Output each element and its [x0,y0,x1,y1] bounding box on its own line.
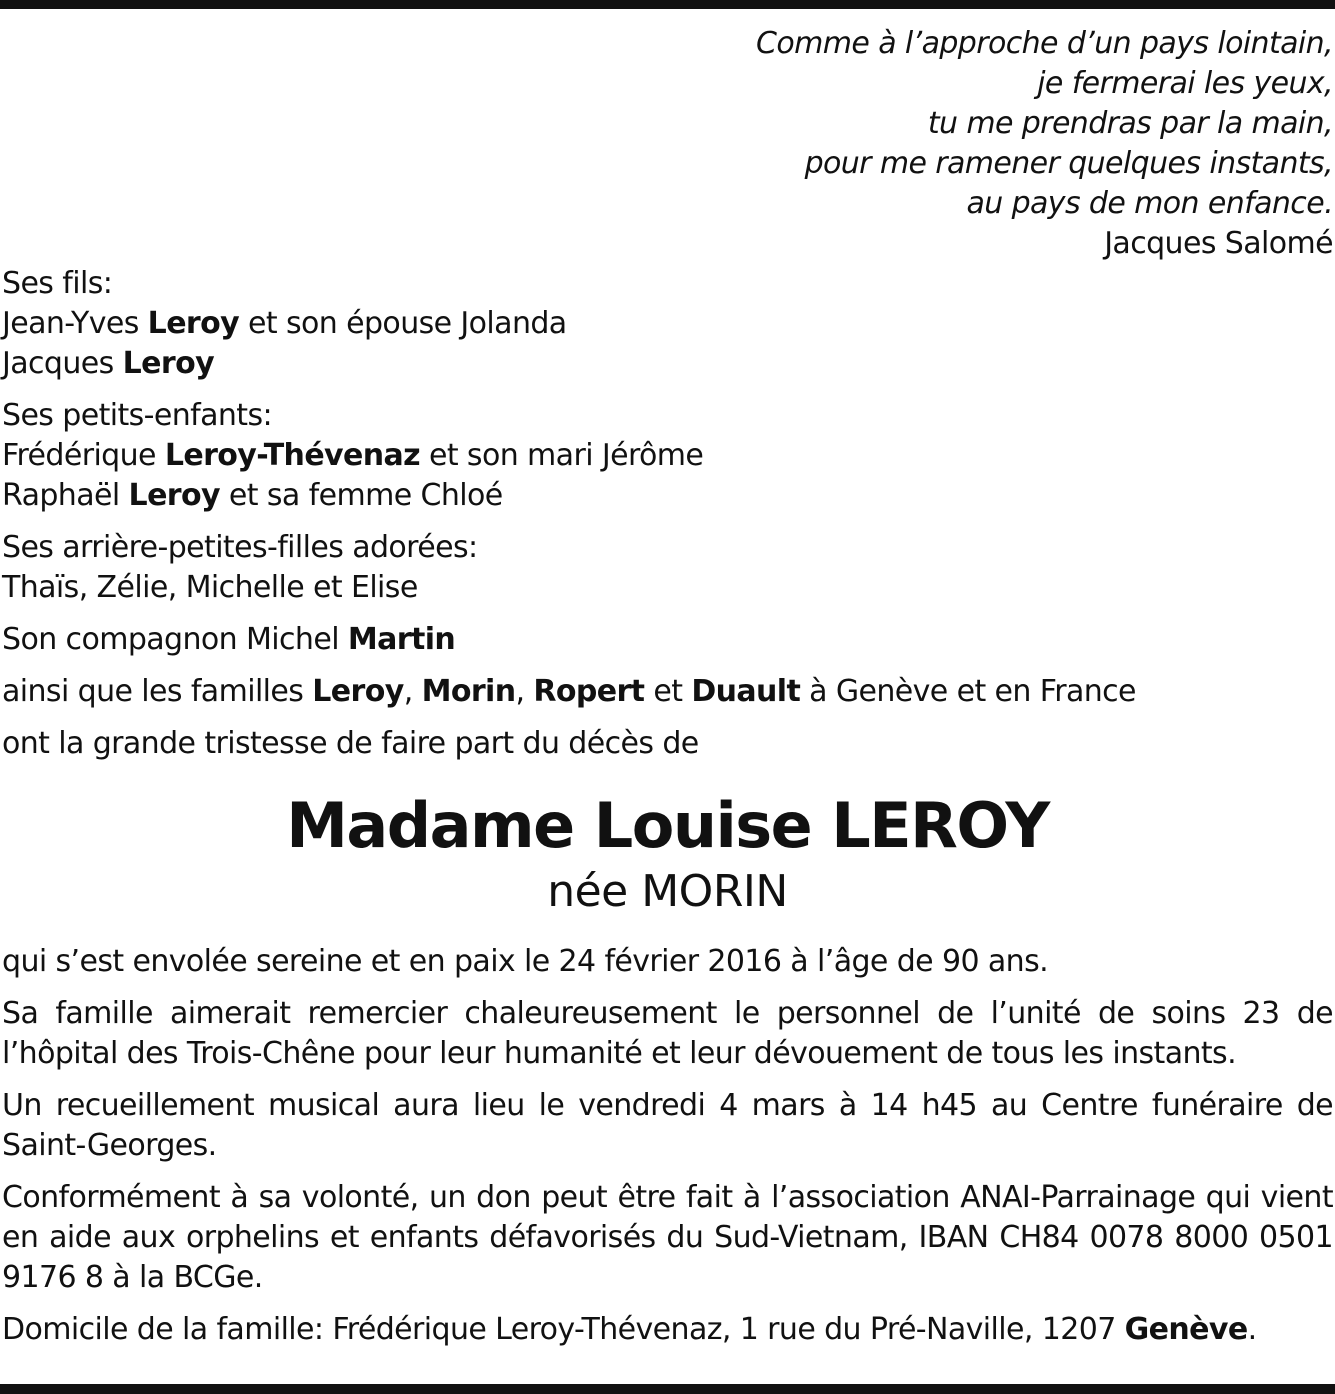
families-separator: et [644,674,692,709]
grandchild-spouse: et sa femme Chloé [219,478,503,513]
companion-line [2,620,1333,660]
paragraph-thanks: Sa famille aimerait remercier chaleureusement le personnel de l’unité de soins 23 de l’hôpital des Trois-Chêne pour leur humanité et leur dévouement de tous les instants. [2,996,1333,1071]
family-name: Morin [421,674,516,709]
grandchild-first-name: Frédérique [2,438,165,473]
grandchild-entry [2,436,1333,476]
great-grandchildren-heading: Ses arrière-petites-filles adorées: [2,530,478,565]
grandchildren-heading: Ses petits-enfants: [2,398,273,433]
families-prefix: ainsi que les familles [2,674,313,709]
paragraph-ceremony: Un recueillement musical aura lieu le vendredi 4 mars à 14 h45 au Centre funéraire de Saint-Georges. [2,1088,1333,1163]
paragraph-address [2,1310,1333,1350]
deceased-maiden-name: née MORIN [547,866,788,917]
grandchildren-group [2,396,1333,516]
paragraph-passing: qui s’est envolée sereine et en paix le 24 février 2016 à l’âge de 90 ans. [2,944,1049,979]
family-name: Ropert [533,674,645,709]
poem-line: Comme à l’approche d’un pays lointain, [756,26,1333,61]
grandchild-last-name: Leroy-Thévenaz [164,438,421,473]
bottom-rule [0,1384,1335,1394]
sons-group [2,264,1333,384]
families-line [2,672,1333,712]
poem-line: pour me ramener quelques instants, [804,146,1333,181]
son-spouse: et son épouse Jolanda [239,306,567,341]
notice-content [2,24,1333,1350]
deceased-name: Madame Louise LEROY [286,789,1049,862]
announcement-line: ont la grande tristesse de faire part du décès de [2,726,699,761]
address-city: Genève [1124,1312,1248,1347]
paragraph-donation: Conformément à sa volonté, un don peut être fait à l’association ANAI-Parrainage qui vient en aide aux orphelins et enfants défavorisés du Sud-Vietnam, IBAN CH84 0078 8000 0501 9176 8 à la BCGe. [2,1180,1333,1295]
family-name: Duault [691,674,801,709]
grandchild-spouse: et son mari Jérôme [420,438,704,473]
companion-text: Son compagnon Michel [2,622,348,657]
grandchild-last-name: Leroy [128,478,220,513]
great-grandchildren-group [2,528,1333,608]
poem-line: je fermerai les yeux, [1037,66,1333,101]
son-entry [2,344,1333,384]
grandchild-first-name: Raphaël [2,478,129,513]
address-text: Domicile de la famille: Frédérique Leroy-Thévenaz, 1 rue du Pré-Naville, 1207 [2,1312,1125,1347]
poem-line: au pays de mon enfance. [966,186,1333,221]
son-first-name: Jean-Yves [2,306,148,341]
son-last-name: Leroy [122,346,215,381]
address-suffix: . [1247,1312,1257,1347]
sons-heading: Ses fils: [2,266,113,301]
top-rule [0,0,1335,9]
son-first-name: Jacques [2,346,123,381]
poem-author: Jacques Salomé [1104,226,1333,261]
family-name: Leroy [312,674,404,709]
families-separator: , [403,674,422,709]
families-suffix: à Genève et en France [800,674,1136,709]
companion-last-name: Martin [347,622,456,657]
families-separator: , [515,674,534,709]
poem-block [2,24,1333,264]
great-grandchildren-names: Thaïs, Zélie, Michelle et Elise [2,570,418,605]
son-entry [2,304,1333,344]
son-last-name: Leroy [147,306,240,341]
grandchild-entry [2,476,1333,516]
poem-line: tu me prendras par la main, [927,106,1333,141]
